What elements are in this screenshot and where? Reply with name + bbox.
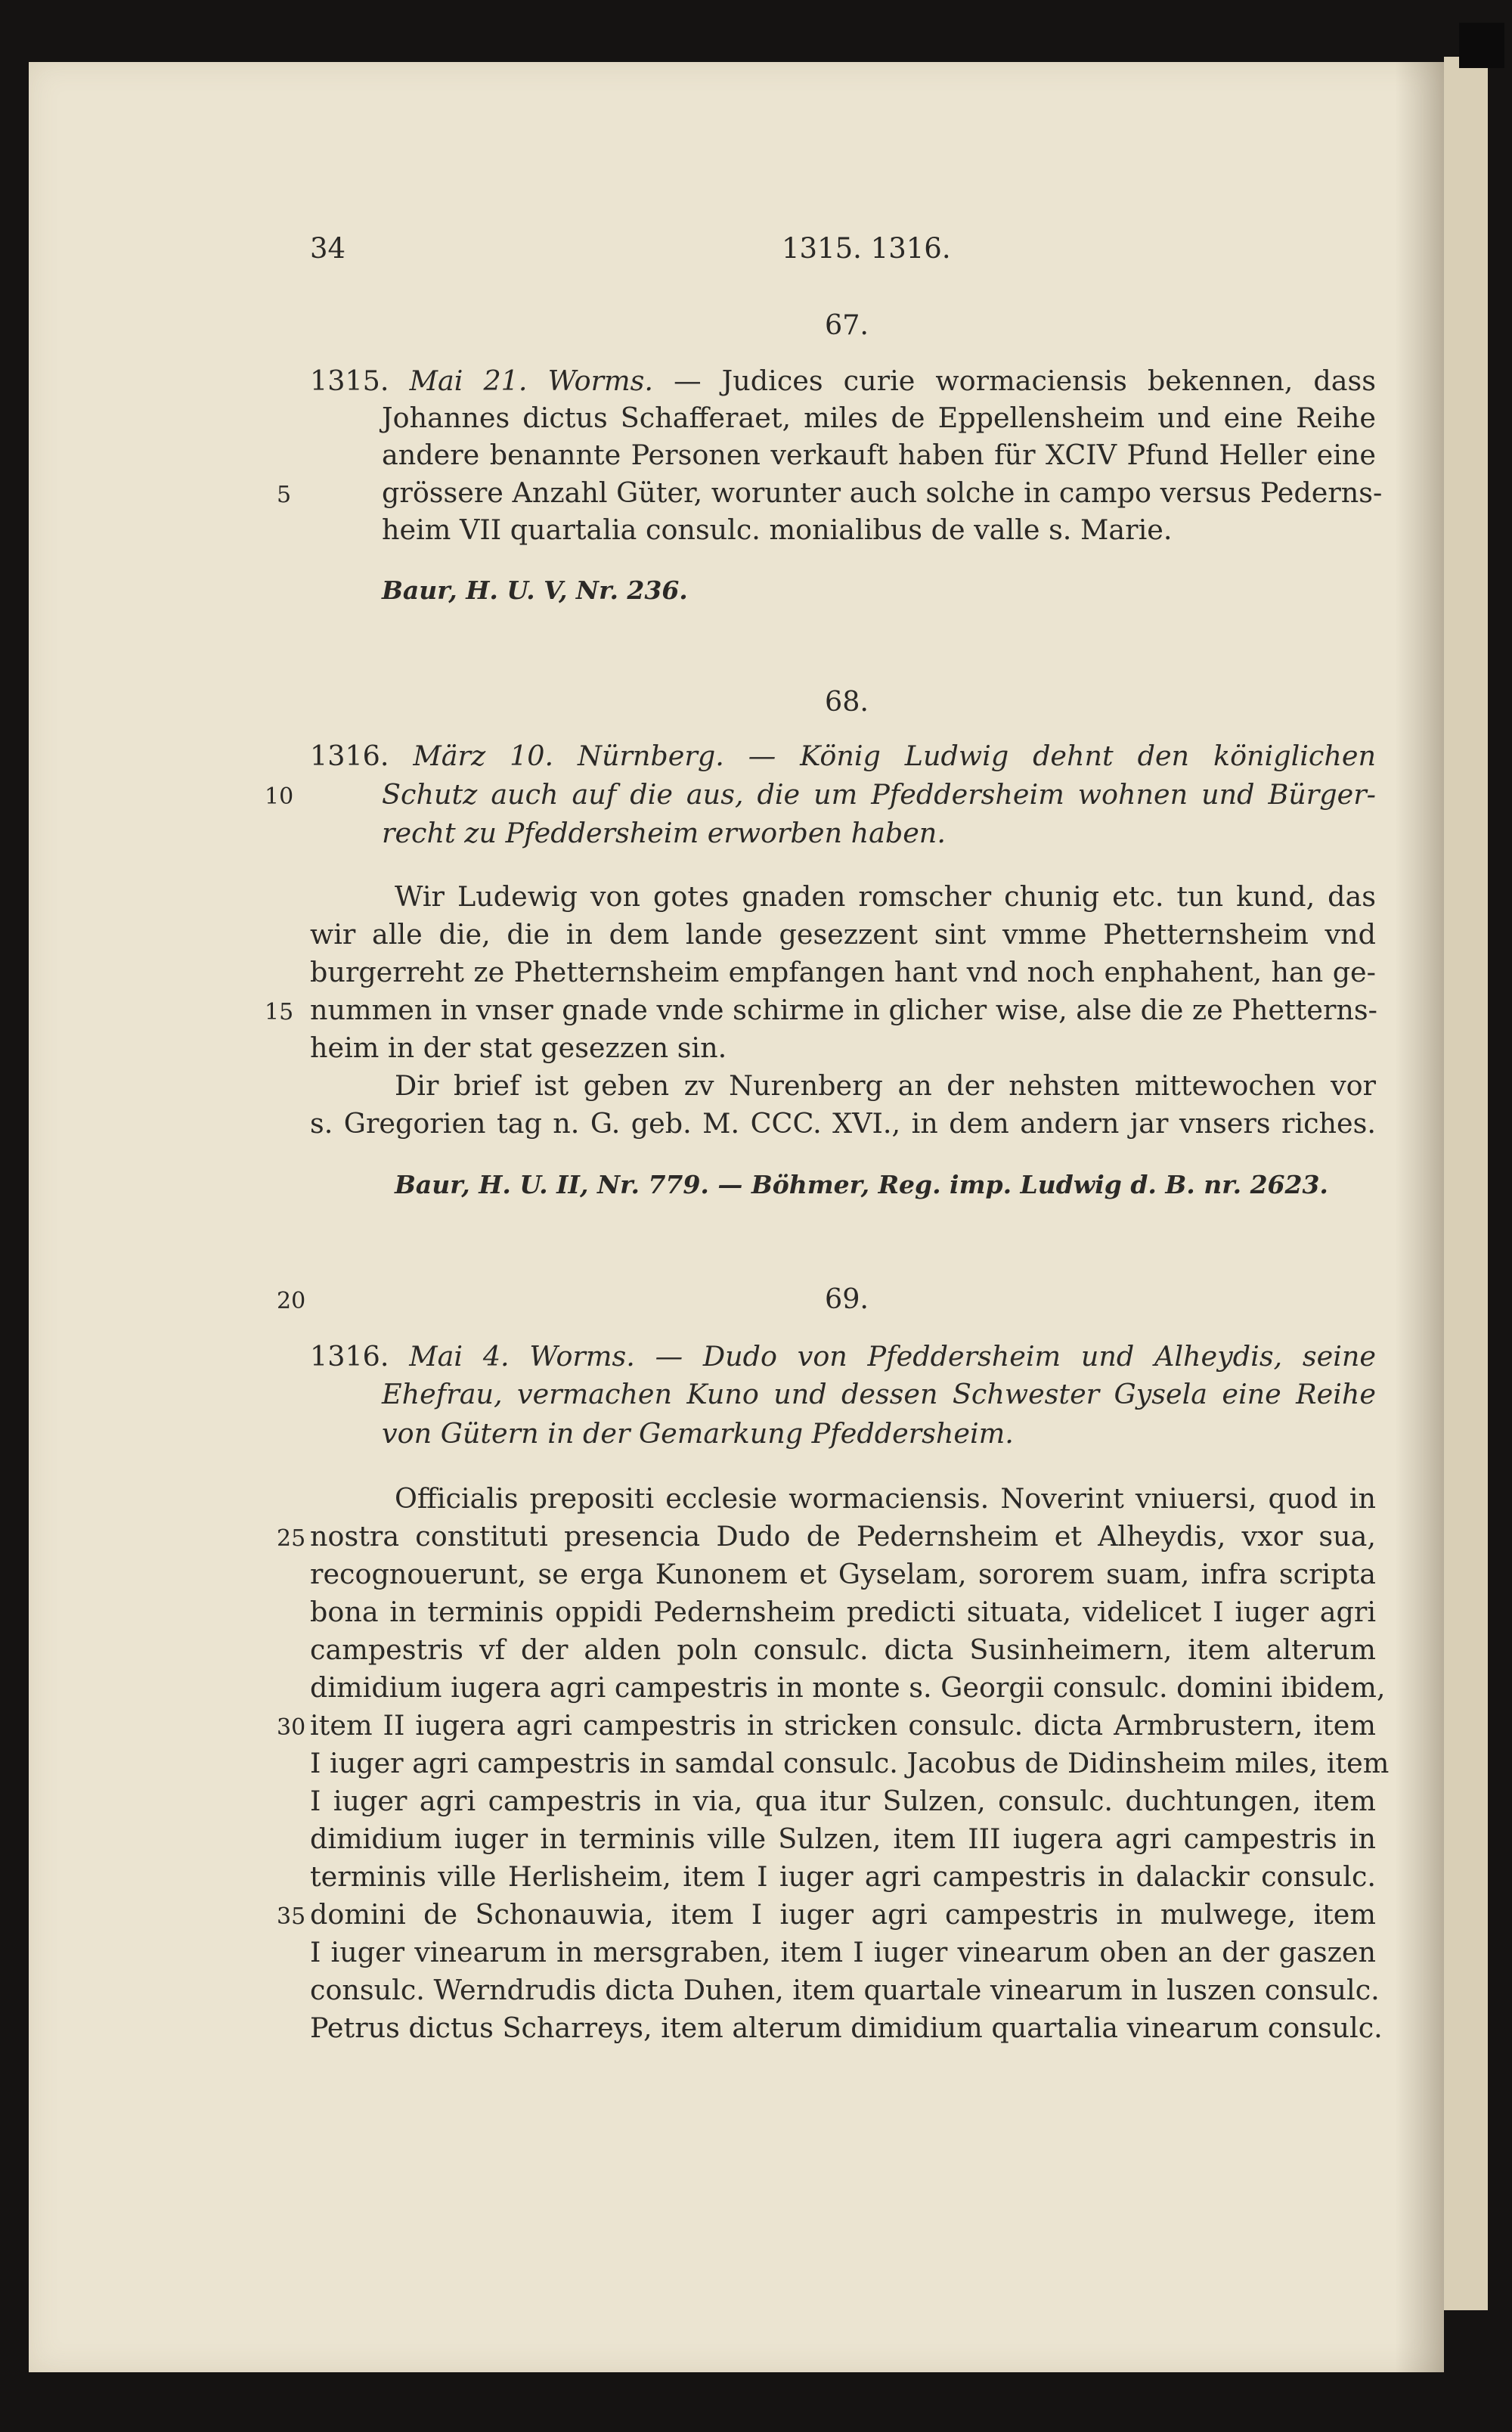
entry-69-text-line: recognouerunt, se erga Kunonem et Gyselam, sororem suam, infra scripta [310, 1558, 1376, 1590]
line-number: 10 [265, 783, 294, 810]
entry-69-text-line: domini de Schonauwia, item I iuger agri campestris in mulwege, item [310, 1898, 1376, 1931]
entry-69-date-day: Mai 4. [409, 1340, 510, 1373]
entry-69-date: 1316. [310, 1340, 389, 1373]
entry-68-text-line: heim in der stat gesezzen sin. [310, 1031, 727, 1064]
entry-68-text-line: wir alle die, die in dem lande gesezzent sint vmme Phetternsheim vnd [310, 918, 1376, 951]
entry-68-summary: recht zu Pfeddersheim erworben haben. [382, 817, 946, 849]
entry-67-place: Worms. [547, 364, 653, 397]
entry-69-text-line: dimidium iugera agri campestris in monte s. Georgii consulc. domini ibidem, [310, 1671, 1386, 1704]
page-number: 34 [310, 232, 346, 265]
entry-69-text-line: item II iugera agri campestris in stricken consulc. dicta Armbrustern, item [310, 1709, 1376, 1742]
entry-69-text-line: terminis ville Herlisheim, item I iuger agri campestris in dalackir consulc. [310, 1860, 1376, 1893]
line-number: 20 [277, 1288, 306, 1314]
entry-number-67: 67. [824, 309, 869, 341]
entry-69-heading [310, 1340, 1377, 1373]
line-number: 35 [277, 1903, 306, 1930]
entry-69-text-line: Officialis prepositi ecclesie wormaciensis. Noverint vniuersi, quod in [395, 1482, 1376, 1515]
entry-67-heading [310, 364, 1376, 397]
entry-69-text-line: Petrus dictus Scharreys, item alterum dimidium quartalia vinearum consulc. [310, 2012, 1383, 2044]
entry-69-heading-rest: — Dudo von Pfeddersheim und Alheydis, seine [655, 1340, 1377, 1373]
entry-69-text-line: nostra constituti presencia Dudo de Pedernsheim et Alheydis, vxor sua, [310, 1520, 1376, 1553]
entry-69-text-line: bona in terminis oppidi Pedernsheim predicti situata, videlicet I iuger agri [310, 1596, 1376, 1628]
entry-68-heading-rest: — König Ludwig dehnt den königlichen [748, 740, 1376, 772]
entry-69-summary: von Gütern in der Gemarkung Pfeddersheim. [382, 1417, 1014, 1450]
entry-69-text-line: I iuger agri campestris in via, qua itur Sulzen, consulc. duchtungen, item [310, 1785, 1376, 1817]
entry-68-text-line: nummen in vnser gnade vnde schirme in glicher wise, alse die ze Phetterns- [310, 994, 1377, 1026]
entry-68-text-line: burgerreht ze Phetternsheim empfangen hant vnd noch enphahent, han ge- [310, 956, 1376, 988]
entry-69-text-line: I iuger agri campestris in samdal consulc. Jacobus de Didinsheim miles, item [310, 1747, 1390, 1779]
line-number: 15 [265, 999, 294, 1025]
entry-68-text-line: Wir Ludewig von gotes gnaden romscher chunig etc. tun kund, das [395, 880, 1376, 913]
entry-68-source: Baur, H. U. II, Nr. 779. — Böhmer, Reg. imp. Ludwig d. B. nr. 2623. [395, 1170, 1328, 1199]
entry-67-heading-rest: — Judices curie wormaciensis bekennen, dass [674, 364, 1376, 397]
entry-67-line: andere benannte Personen verkauft haben für XCIV Pfund Heller eine [382, 439, 1376, 471]
entry-68-place: Nürnberg. [578, 740, 724, 772]
running-head-years: 1315. 1316. [782, 232, 951, 265]
line-number: 30 [277, 1714, 306, 1741]
entry-69-summary: Ehefrau, vermachen Kuno und dessen Schwester Gysela eine Reihe [382, 1378, 1376, 1410]
entry-number-69: 69. [824, 1283, 869, 1315]
entry-68-date: 1316. [310, 740, 389, 772]
entry-68-heading [310, 740, 1376, 772]
line-number: 25 [277, 1525, 306, 1552]
entry-69-text-line: campestris vf der alden poln consulc. dicta Susinheimern, item alterum [310, 1633, 1376, 1666]
entry-number-68: 68. [824, 685, 869, 718]
entry-69-place: Worms. [529, 1340, 635, 1373]
entry-69-text-line: consulc. Werndrudis dicta Duhen, item quartale vinearum in luszen consulc. [310, 1974, 1380, 2006]
line-number: 5 [277, 482, 292, 508]
entry-67-line: grössere Anzahl Güter, worunter auch solche in campo versus Pederns- [382, 476, 1383, 509]
entry-68-summary: Schutz auch auf die aus, die um Pfeddersheim wohnen und Bürger- [382, 778, 1376, 811]
entry-69-text-line: dimidium iuger in terminis ville Sulzen, item III iugera agri campestris in [310, 1822, 1376, 1855]
entry-67-date-day: Mai 21. [409, 364, 528, 397]
entry-67-source: Baur, H. U. V, Nr. 236. [382, 575, 688, 605]
entry-67-date: 1315. [310, 364, 389, 397]
entry-68-date-day: März 10. [413, 740, 554, 772]
entry-68-text-line: Dir brief ist geben zv Nurenberg an der nehsten mittewochen vor [395, 1069, 1376, 1102]
entry-67-line: heim VII quartalia consulc. monialibus de valle s. Marie. [382, 513, 1173, 546]
entry-69-text-line: I iuger vinearum in mersgraben, item I iuger vinearum oben an der gaszen [310, 1936, 1376, 1968]
entry-68-text-line: s. Gregorien tag n. G. geb. M. CCC. XVI., in dem andern jar vnsers riches. [310, 1107, 1376, 1140]
entry-67-line: Johannes dictus Schafferaet, miles de Eppellensheim und eine Reihe [382, 402, 1376, 434]
